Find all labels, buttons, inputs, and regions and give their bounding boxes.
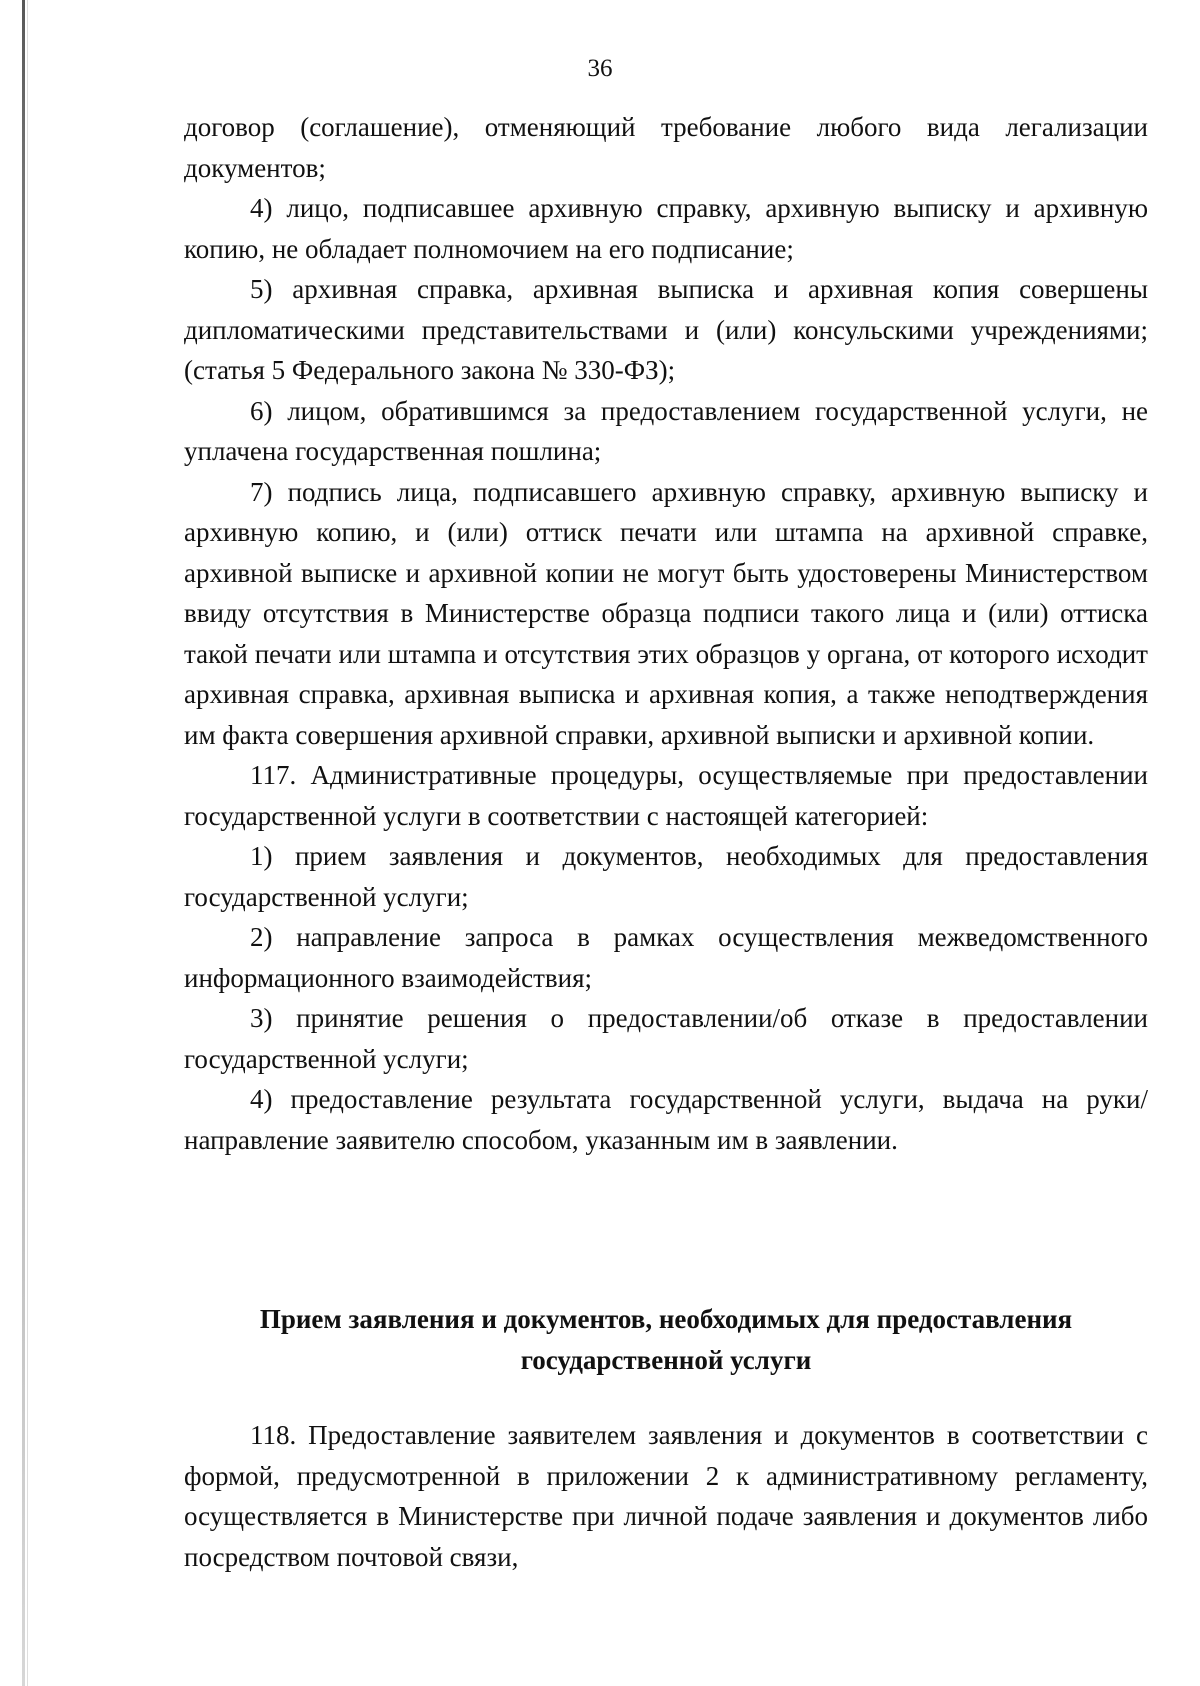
paragraph-item-6: 6) лицом, обратившимся за предоставлением государственной услуги, не уплачена государственная пошлина; [184, 395, 1148, 466]
section-body [184, 1415, 1148, 1577]
scan-edge-line-secondary [27, 0, 28, 1686]
section-heading-line-2: государственной услуги [520, 1345, 812, 1375]
paragraph-procedure-3: 3) принятие решения о предоставлении/об отказе в предоставлении государственной услуги; [184, 1003, 1148, 1074]
paragraph-continuation: договор (соглашение), отменяющий требование любого вида легализации документов; [184, 112, 1148, 183]
section-heading-line-1: Прием заявления и документов, необходимых для предоставления [259, 1304, 1073, 1334]
document-body [184, 107, 1148, 1160]
paragraph-procedure-4: 4) предоставление результата государственной услуги, выдача на руки/ направление заявителю способом, указанным им в заявлении. [184, 1084, 1148, 1155]
section-heading [184, 1299, 1148, 1381]
paragraph-item-7: 7) подпись лица, подписавшего архивную справку, архивную выписку и архивную копию, и (или) оттиск печати или штампа на архивной справке, архивной выписке и архивной копии не могут быть удостоверены Министерством ввиду отсутствия в Министерстве образца подписи такого лица и (или) оттиска такой печати или штампа и отсутствия этих образцов у органа, от которого исходит архивная справка, архивная выписка и архивная копия, а также неподтверждения им факта совершения архивной справки, архивной выписки и архивной копии. [184, 476, 1148, 750]
page-number: 36 [587, 55, 613, 82]
paragraph-item-5: 5) архивная справка, архивная выписка и архивная копия совершены дипломатическими представительствами и (или) консульскими учреждениями; (статья 5 Федерального закона № 330-ФЗ); [184, 274, 1148, 385]
paragraph-item-4: 4) лицо, подписавшее архивную справку, архивную выписку и архивную копию, не обладает полномочием на его подписание; [184, 193, 1148, 264]
scan-edge-line [22, 0, 25, 1686]
paragraph-117: 117. Административные процедуры, осуществляемые при предоставлении государственной услуги в соответствии с настоящей категорией: [184, 760, 1148, 831]
paragraph-118: 118. Предоставление заявителем заявления и документов в соответствии с формой, предусмотренной в приложении 2 к административному регламенту, осуществляется в Министерстве при личной подаче заявления и документов либо посредством почтовой связи, [184, 1420, 1148, 1572]
paragraph-procedure-2: 2) направление запроса в рамках осуществления межведомственного информационного взаимодействия; [184, 922, 1148, 993]
paragraph-procedure-1: 1) прием заявления и документов, необходимых для предоставления государственной услуги; [184, 841, 1148, 912]
